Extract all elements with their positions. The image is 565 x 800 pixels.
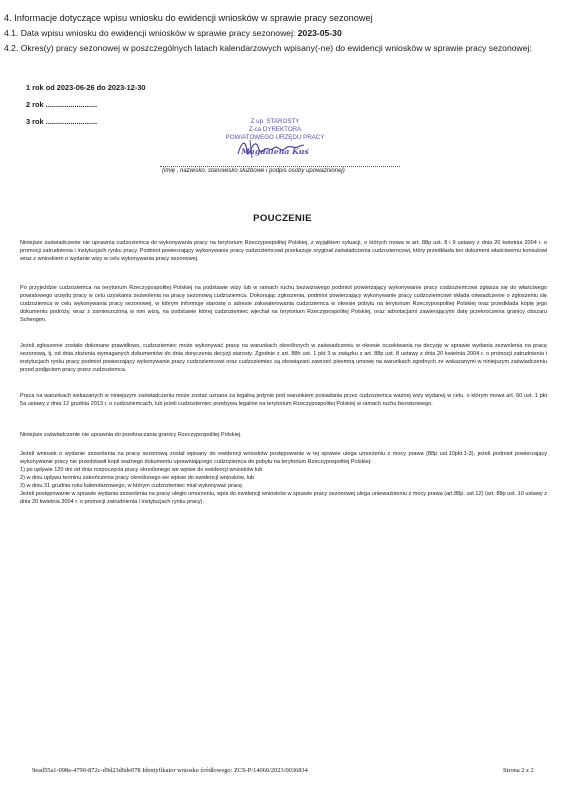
- item-4-1-label: 4.1. Data wpisu wniosku do ewidencji wniosków w sprawie pracy sezonowej:: [4, 28, 296, 38]
- signature-line: [160, 166, 400, 167]
- paragraph-5: Niniejsze zaświadczenie nie uprawnia do przekraczania granicy Rzeczypospolitej Polskiej.: [20, 432, 242, 438]
- year-2-line: 2 rok .........................: [26, 100, 98, 109]
- footer-page-number: Strona 2 z 2: [503, 767, 534, 774]
- year-3-line: 3 rok .........................: [26, 117, 98, 126]
- paragraph-6-intro: Jeżeli wniosek o wydanie zezwolenia na pracę sezonową został wpisany do ewidencji wniosków postępowanie w tej sprawie ulega umorzeniu z mocy prawa (88p ust.10pkt.1-3), jeżeli podmiot powierzający wykonywanie pracy nie przedstawił kopii ważnego dokumentu uprawniającego cudzoziemca do pobytu na terytorium Rzeczypospolitej Polskiej:: [20, 451, 547, 465]
- paragraph-6-item-2: 2) w dniu upływu terminu zakończenia pracy określonego we wpisie do ewidencji wniosków, lub: [20, 475, 255, 481]
- paragraph-6-item-1: 1) po upływie 120 dni od dnia rozpoczęcia pracy określonego we wpisie do ewidencji wniosków lub: [20, 467, 263, 473]
- stamp-line-1: Z up. STAROSTY: [250, 118, 300, 125]
- paragraph-1: Niniejsze zaświadczenie nie uprawnia cudzoziemca do wykonywania pracy na terytorium Rzeczypospolitej Polskiej, z wyjątkiem sytuacji, o których mowa w art. 88p ust. 8 i 9 ustawy z dnia 20 kwietnia 2004 r. o promocji zatrudnienia i instytucjach rynku pracy. Podmiot powierzający wykonywanie pracy cudzoziemcowi przekazuje oryginał zaświadczenia cudzoziemcowi, który przedkłada ten dokument właściwemu konsulowi wraz z wnioskiem o wydanie wizy w celu wykonywania pracy sezonowej.: [20, 240, 547, 262]
- paragraph-2: Po przyjeździe cudzoziemca na terytorium Rzeczypospolitej Polskiej na podstawie wizy lub w ramach ruchu bezwizowego podmiot powierzający wykonywanie pracy cudzoziemcowi zgłasza się do właściwego powiatowego urzędu pracy w celu uzyskania zezwolenia na pracę sezonową cudzoziemca. Dokonując zgłoszenia, podmiot powierzający wykonywanie pracy cudzoziemcowi składa oświadczenie o zgłoszeniu się cudzoziemca w celu wykonywania pracy sezonowej, w którym informuje starostę o adresie zakwaterowania cudzoziemca w okresie pobytu na terytorium Rzeczypospolitej Polskiej oraz przedkłada kopię jego dokumentu podróży, wraz z zamieszczoną w nim wizą, na podstawie której cudzoziemiec wjechał na terytorium Rzeczypospolitej Polskiej, oraz adnotacjami zawierającymi datę przekroczenia granicy obszaru Schengen.: [20, 285, 547, 323]
- handwritten-signature: [234, 136, 308, 162]
- item-4-1-value: 2023-05-30: [297, 28, 342, 38]
- paragraph-3: Jeżeli zgłoszenie zostało dokonane prawidłowo, cudzoziemiec może wykonywać pracę na warunkach określonych w zaświadczeniu w okresie oczekiwania na decyzję w sprawie wydania zezwolenia na pracę sezonową, tj. od dnia złożenia wymaganych dokumentów do dnia doręczenia decyzji starosty. Zgodnie z art. 88h ust. 1 pkt 3 w związku z art. 88p ust. 8 ustawy z dnia 20 kwietnia 2004 r. o promocji zatrudnienia i instytucjach rynku pracy podmiot powierzający wykonywanie pracy cudzoziemcowi oraz cudzoziemiec są obowiązani zawrzeć pisemną umowę na warunkach zgodnych ze wskazanymi w niniejszym zaświadczeniu przed podjęciem pracy przez cudzoziemca.: [20, 343, 547, 373]
- paragraph-4: Praca na warunkach wskazanych w niniejszym zaświadczeniu może zostać uznana za legalną jedynie pod warunkiem posiadania przez cudzoziemca ważnej wizy wydanej w celu, o którym mowa art. 60 ust. 1 pkt 5a ustawy z dnia 12 grudnia 2013 r. o cudzoziemcach, lub jeżeli cudzoziemiec przebywa legalnie na terytorium Rzeczypospolitej Polskiej w ramach ruchu bezwizowego.: [20, 393, 547, 407]
- instructions-heading: POUCZENIE: [253, 213, 312, 224]
- section-4-title: 4. Informacje dotyczące wpisu wniosku do ewidencji wniosków w sprawie pracy sezonowej: [4, 13, 373, 23]
- year-1-line: 1 rok od 2023-06-26 do 2023-12-30: [26, 83, 146, 92]
- stamp-name: Magdalena Kuś: [241, 147, 309, 156]
- signature-caption: (imię , nazwisko, stanowisko służbowe i podpis osoby upoważnionej): [162, 168, 345, 174]
- footer-identifier: 9ead55a1-098e-4790-872c-d9d23d6de078 Identyfikator wniosku źródłowego: ZCS-P/14060/2023/0036834: [32, 767, 308, 774]
- item-4-2-label: 4.2. Okres(y) pracy sezonowej w poszczególnych latach kalendarzowych wpisany(-ne) do ewidencji wniosków w sprawie pracy sezonowej:: [4, 43, 532, 53]
- stamp-line-3: POWIATOWEGO URZĘDU PRACY: [225, 134, 325, 141]
- paragraph-6-item-3: 3) w dniu 31 grudnia roku kalendarzowego, w którym cudzoziemiec miał wykonywać pracę.: [20, 483, 244, 489]
- stamp-line-2: Z-ca DYREKTORA: [248, 126, 302, 133]
- item-4-1: [4, 28, 342, 39]
- paragraph-6: [20, 450, 547, 506]
- paragraph-6-outro: Jeżeli postępowanie w sprawie wydania zezwolenia na pracę uległo umorzeniu, wpis do ewidencji wniosków w sprawie pracy sezonowej ulega unieważnieniu z mocy prawa (art.88p. ust.12) (art. 88p ust. 10 ustawy z dnia 20 kwietnia 2004 r. o promocji zatrudnienia i instytucjach rynku pracy).: [20, 491, 547, 505]
